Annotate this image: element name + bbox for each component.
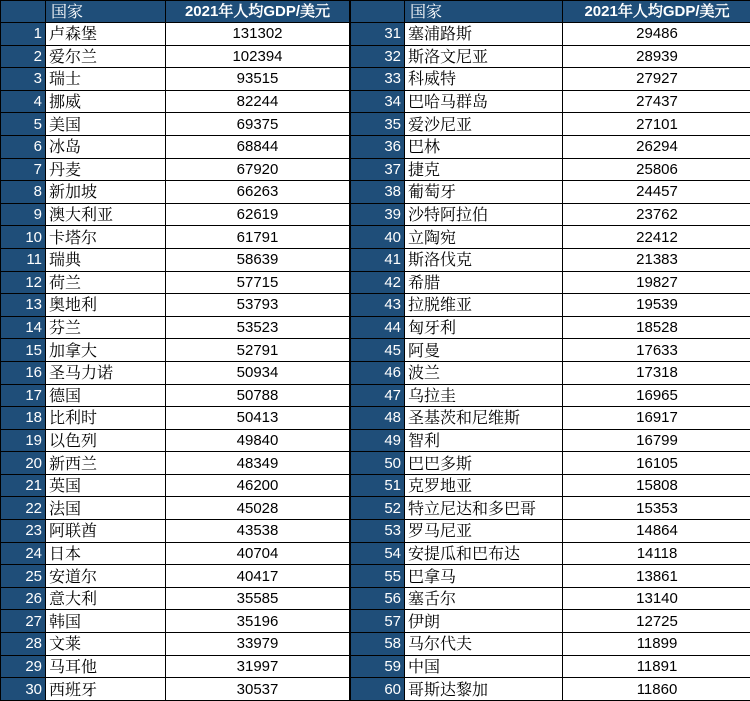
table-row <box>351 633 750 656</box>
country-cell: 加拿大 <box>46 339 166 362</box>
country-cell: 巴林 <box>405 135 563 158</box>
rank-cell: 56 <box>351 587 405 610</box>
gdp-value-cell: 102394 <box>166 45 350 68</box>
table-row <box>1 633 350 656</box>
rank-cell: 11 <box>1 248 46 271</box>
rank-cell: 45 <box>351 339 405 362</box>
country-cell: 安道尔 <box>46 565 166 588</box>
gdp-value-cell: 35585 <box>166 587 350 610</box>
table-row <box>1 68 350 91</box>
table-row <box>1 203 350 226</box>
rank-cell: 41 <box>351 248 405 271</box>
country-cell: 奥地利 <box>46 294 166 317</box>
gdp-value-cell: 27437 <box>563 90 750 113</box>
country-cell: 圣基茨和尼维斯 <box>405 407 563 430</box>
country-cell: 希腊 <box>405 271 563 294</box>
country-cell: 拉脱维亚 <box>405 294 563 317</box>
table-row <box>351 655 750 678</box>
rank-cell: 51 <box>351 474 405 497</box>
gdp-value-cell: 17318 <box>563 361 750 384</box>
country-cell: 文莱 <box>46 633 166 656</box>
country-cell: 以色列 <box>46 429 166 452</box>
country-cell: 阿联酋 <box>46 520 166 543</box>
ranking-table-left <box>0 0 350 701</box>
table-row <box>351 248 750 271</box>
table-row <box>1 181 350 204</box>
rank-cell: 14 <box>1 316 46 339</box>
table-row <box>1 497 350 520</box>
country-cell: 法国 <box>46 497 166 520</box>
country-cell: 圣马力诺 <box>46 361 166 384</box>
table-row <box>351 587 750 610</box>
rank-cell: 28 <box>1 633 46 656</box>
rank-cell: 50 <box>351 452 405 475</box>
table-row <box>351 226 750 249</box>
country-cell: 瑞士 <box>46 68 166 91</box>
country-cell: 西班牙 <box>46 678 166 701</box>
rank-cell: 17 <box>1 384 46 407</box>
rank-cell: 23 <box>1 520 46 543</box>
table-row <box>351 23 750 46</box>
table-row <box>351 294 750 317</box>
rank-cell: 39 <box>351 203 405 226</box>
gdp-value-cell: 19827 <box>563 271 750 294</box>
country-cell: 芬兰 <box>46 316 166 339</box>
country-cell: 斯洛伐克 <box>405 248 563 271</box>
table-row <box>1 271 350 294</box>
rank-cell: 49 <box>351 429 405 452</box>
rank-cell: 29 <box>1 655 46 678</box>
gdp-value-cell: 19539 <box>563 294 750 317</box>
country-cell: 波兰 <box>405 361 563 384</box>
rank-cell: 12 <box>1 271 46 294</box>
country-cell: 克罗地亚 <box>405 474 563 497</box>
country-cell: 智利 <box>405 429 563 452</box>
table-row <box>1 384 350 407</box>
rank-cell: 3 <box>1 68 46 91</box>
gdp-value-cell: 28939 <box>563 45 750 68</box>
gdp-value-cell: 30537 <box>166 678 350 701</box>
rank-cell: 55 <box>351 565 405 588</box>
country-cell: 科威特 <box>405 68 563 91</box>
rank-cell: 31 <box>351 23 405 46</box>
gdp-value-cell: 15808 <box>563 474 750 497</box>
country-cell: 巴哈马群岛 <box>405 90 563 113</box>
table-row <box>351 316 750 339</box>
table-row <box>1 135 350 158</box>
gdp-value-cell: 40704 <box>166 542 350 565</box>
table-row <box>1 407 350 430</box>
gdp-value-cell: 27927 <box>563 68 750 91</box>
gdp-value-cell: 57715 <box>166 271 350 294</box>
table-row <box>351 452 750 475</box>
country-cell: 塞舌尔 <box>405 587 563 610</box>
gdp-value-cell: 68844 <box>166 135 350 158</box>
table-row <box>351 542 750 565</box>
gdp-value-cell: 15353 <box>563 497 750 520</box>
country-cell: 德国 <box>46 384 166 407</box>
gdp-value-cell: 16917 <box>563 407 750 430</box>
gdp-value-cell: 14864 <box>563 520 750 543</box>
rank-cell: 40 <box>351 226 405 249</box>
gdp-value-cell: 11860 <box>563 678 750 701</box>
rank-cell: 46 <box>351 361 405 384</box>
gdp-value-cell: 40417 <box>166 565 350 588</box>
table-row <box>351 520 750 543</box>
header-gdp: 2021年人均GDP/美元 <box>563 1 750 23</box>
country-cell: 新西兰 <box>46 452 166 475</box>
gdp-value-cell: 16105 <box>563 452 750 475</box>
gdp-value-cell: 50413 <box>166 407 350 430</box>
gdp-value-cell: 16799 <box>563 429 750 452</box>
gdp-value-cell: 53523 <box>166 316 350 339</box>
gdp-value-cell: 24457 <box>563 181 750 204</box>
rank-cell: 21 <box>1 474 46 497</box>
rank-cell: 24 <box>1 542 46 565</box>
gdp-value-cell: 25806 <box>563 158 750 181</box>
table-row <box>351 384 750 407</box>
rank-cell: 18 <box>1 407 46 430</box>
gdp-value-cell: 50934 <box>166 361 350 384</box>
gdp-value-cell: 82244 <box>166 90 350 113</box>
country-cell: 意大利 <box>46 587 166 610</box>
rank-cell: 13 <box>1 294 46 317</box>
table-row <box>1 610 350 633</box>
gdp-value-cell: 61791 <box>166 226 350 249</box>
rank-cell: 20 <box>1 452 46 475</box>
country-cell: 伊朗 <box>405 610 563 633</box>
rank-cell: 16 <box>1 361 46 384</box>
rank-cell: 25 <box>1 565 46 588</box>
country-cell: 马尔代夫 <box>405 633 563 656</box>
rank-cell: 59 <box>351 655 405 678</box>
table-row <box>1 587 350 610</box>
table-row <box>1 45 350 68</box>
gdp-value-cell: 58639 <box>166 248 350 271</box>
rank-cell: 43 <box>351 294 405 317</box>
gdp-value-cell: 27101 <box>563 113 750 136</box>
table-row <box>351 339 750 362</box>
table-row <box>1 429 350 452</box>
gdp-value-cell: 52791 <box>166 339 350 362</box>
country-cell: 巴拿马 <box>405 565 563 588</box>
table-row <box>1 474 350 497</box>
gdp-value-cell: 69375 <box>166 113 350 136</box>
country-cell: 安提瓜和巴布达 <box>405 542 563 565</box>
table-row <box>351 407 750 430</box>
rank-cell: 19 <box>1 429 46 452</box>
country-cell: 卡塔尔 <box>46 226 166 249</box>
rank-cell: 34 <box>351 90 405 113</box>
gdp-value-cell: 50788 <box>166 384 350 407</box>
rank-cell: 30 <box>1 678 46 701</box>
table-body-left <box>1 23 350 701</box>
country-cell: 捷克 <box>405 158 563 181</box>
table-row <box>351 90 750 113</box>
rank-cell: 48 <box>351 407 405 430</box>
gdp-value-cell: 66263 <box>166 181 350 204</box>
table-row <box>1 90 350 113</box>
table-row <box>351 181 750 204</box>
table-row <box>1 542 350 565</box>
country-cell: 荷兰 <box>46 271 166 294</box>
rank-cell: 60 <box>351 678 405 701</box>
country-cell: 韩国 <box>46 610 166 633</box>
rank-cell: 7 <box>1 158 46 181</box>
country-cell: 爱尔兰 <box>46 45 166 68</box>
gdp-value-cell: 17633 <box>563 339 750 362</box>
rank-cell: 8 <box>1 181 46 204</box>
rank-cell: 53 <box>351 520 405 543</box>
gdp-value-cell: 12725 <box>563 610 750 633</box>
gdp-value-cell: 29486 <box>563 23 750 46</box>
country-cell: 塞浦路斯 <box>405 23 563 46</box>
table-row <box>351 678 750 701</box>
gdp-value-cell: 48349 <box>166 452 350 475</box>
table-row <box>1 339 350 362</box>
table-row <box>1 452 350 475</box>
table-row <box>1 294 350 317</box>
rank-cell: 27 <box>1 610 46 633</box>
country-cell: 日本 <box>46 542 166 565</box>
rank-cell: 47 <box>351 384 405 407</box>
country-cell: 澳大利亚 <box>46 203 166 226</box>
rank-cell: 37 <box>351 158 405 181</box>
country-cell: 阿曼 <box>405 339 563 362</box>
rank-cell: 22 <box>1 497 46 520</box>
table-row <box>351 271 750 294</box>
gdp-value-cell: 53793 <box>166 294 350 317</box>
header-rank-blank <box>1 1 46 23</box>
table-row <box>1 226 350 249</box>
country-cell: 沙特阿拉伯 <box>405 203 563 226</box>
table-row <box>351 203 750 226</box>
country-cell: 特立尼达和多巴哥 <box>405 497 563 520</box>
country-cell: 哥斯达黎加 <box>405 678 563 701</box>
rank-cell: 33 <box>351 68 405 91</box>
rank-cell: 4 <box>1 90 46 113</box>
table-row <box>1 23 350 46</box>
gdp-value-cell: 21383 <box>563 248 750 271</box>
rank-cell: 2 <box>1 45 46 68</box>
country-cell: 挪威 <box>46 90 166 113</box>
table-row <box>351 429 750 452</box>
rank-cell: 52 <box>351 497 405 520</box>
table-row <box>1 248 350 271</box>
table-body-right <box>351 23 750 701</box>
gdp-value-cell: 11899 <box>563 633 750 656</box>
gdp-value-cell: 31997 <box>166 655 350 678</box>
gdp-value-cell: 33979 <box>166 633 350 656</box>
gdp-value-cell: 14118 <box>563 542 750 565</box>
gdp-value-cell: 22412 <box>563 226 750 249</box>
rank-cell: 26 <box>1 587 46 610</box>
country-cell: 马耳他 <box>46 655 166 678</box>
table-row <box>351 68 750 91</box>
rank-cell: 10 <box>1 226 46 249</box>
rank-cell: 42 <box>351 271 405 294</box>
rank-cell: 32 <box>351 45 405 68</box>
table-row <box>351 497 750 520</box>
rank-cell: 44 <box>351 316 405 339</box>
table-row <box>1 565 350 588</box>
country-cell: 新加坡 <box>46 181 166 204</box>
table-row <box>1 113 350 136</box>
gdp-value-cell: 46200 <box>166 474 350 497</box>
country-cell: 美国 <box>46 113 166 136</box>
table-row <box>351 135 750 158</box>
gdp-value-cell: 18528 <box>563 316 750 339</box>
table-row <box>1 361 350 384</box>
country-cell: 卢森堡 <box>46 23 166 46</box>
rank-cell: 6 <box>1 135 46 158</box>
rank-cell: 58 <box>351 633 405 656</box>
gdp-value-cell: 62619 <box>166 203 350 226</box>
country-cell: 立陶宛 <box>405 226 563 249</box>
rank-cell: 15 <box>1 339 46 362</box>
table-row <box>1 520 350 543</box>
header-rank-blank <box>351 1 405 23</box>
gdp-value-cell: 49840 <box>166 429 350 452</box>
gdp-value-cell: 131302 <box>166 23 350 46</box>
table-row <box>351 361 750 384</box>
country-cell: 英国 <box>46 474 166 497</box>
table-row <box>351 565 750 588</box>
gdp-value-cell: 13861 <box>563 565 750 588</box>
country-cell: 比利时 <box>46 407 166 430</box>
table-row <box>351 474 750 497</box>
gdp-value-cell: 13140 <box>563 587 750 610</box>
header-country: 国家 <box>405 1 563 23</box>
header-row <box>351 1 750 23</box>
country-cell: 斯洛文尼亚 <box>405 45 563 68</box>
header-gdp: 2021年人均GDP/美元 <box>166 1 350 23</box>
country-cell: 爱沙尼亚 <box>405 113 563 136</box>
rank-cell: 54 <box>351 542 405 565</box>
country-cell: 葡萄牙 <box>405 181 563 204</box>
country-cell: 巴巴多斯 <box>405 452 563 475</box>
table-row <box>351 113 750 136</box>
gdp-value-cell: 45028 <box>166 497 350 520</box>
gdp-value-cell: 11891 <box>563 655 750 678</box>
country-cell: 瑞典 <box>46 248 166 271</box>
header-row <box>1 1 350 23</box>
gdp-value-cell: 16965 <box>563 384 750 407</box>
country-cell: 冰岛 <box>46 135 166 158</box>
table-row <box>351 610 750 633</box>
rank-cell: 9 <box>1 203 46 226</box>
rank-cell: 36 <box>351 135 405 158</box>
table-row <box>351 45 750 68</box>
gdp-value-cell: 93515 <box>166 68 350 91</box>
rank-cell: 38 <box>351 181 405 204</box>
gdp-value-cell: 26294 <box>563 135 750 158</box>
rank-cell: 35 <box>351 113 405 136</box>
ranking-table-right <box>350 0 750 701</box>
country-cell: 乌拉圭 <box>405 384 563 407</box>
rank-cell: 1 <box>1 23 46 46</box>
table-row <box>1 158 350 181</box>
table-row <box>1 678 350 701</box>
table-row <box>1 316 350 339</box>
table-row <box>1 655 350 678</box>
rank-cell: 5 <box>1 113 46 136</box>
gdp-value-cell: 43538 <box>166 520 350 543</box>
country-cell: 匈牙利 <box>405 316 563 339</box>
rank-cell: 57 <box>351 610 405 633</box>
gdp-value-cell: 67920 <box>166 158 350 181</box>
header-country: 国家 <box>46 1 166 23</box>
country-cell: 罗马尼亚 <box>405 520 563 543</box>
gdp-value-cell: 35196 <box>166 610 350 633</box>
table-row <box>351 158 750 181</box>
country-cell: 丹麦 <box>46 158 166 181</box>
country-cell: 中国 <box>405 655 563 678</box>
gdp-value-cell: 23762 <box>563 203 750 226</box>
